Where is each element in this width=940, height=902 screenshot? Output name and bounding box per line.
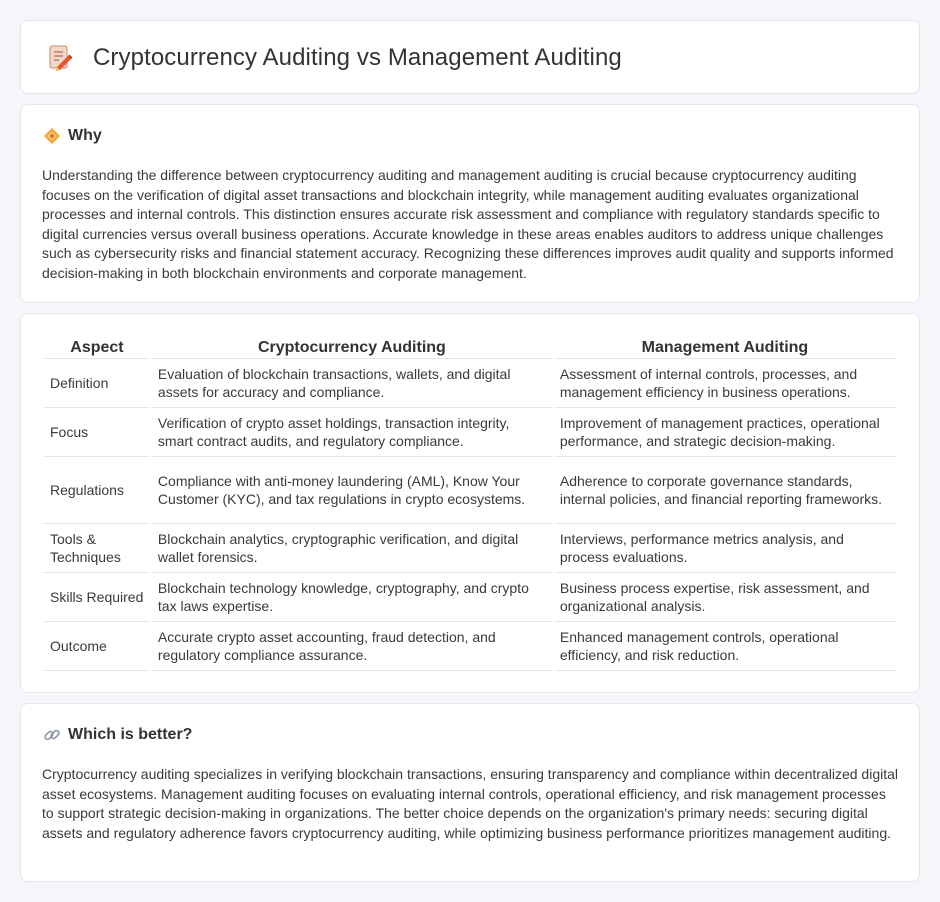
row-management: Improvement of management practices, operational performance, and strategic decision-making. [554,408,896,457]
row-aspect: Skills Required [44,573,150,622]
row-aspect: Regulations [44,457,150,524]
why-text: Understanding the difference between cryptocurrency auditing and management auditing is crucial because cryptocurrency auditing focuses on the verification of digital asset transactions and blockchain integrity, while management auditing evaluates organizational processes and internal controls. This distinction ensures accurate risk assessment and compliance with regulatory standards specific to digital currencies versus overall business operations. Accurate knowledge in these areas enables auditors to address unique challenges such as cybersecurity risks and financial statement accuracy. Recognizing these differences improves audit quality and supports informed decision-making in both blockchain environments and corporate management. [42,167,894,281]
table-row [44,573,896,622]
table-row [44,457,896,524]
row-management: Business process expertise, risk assessment, and organizational analysis. [554,573,896,622]
row-management: Enhanced management controls, operational efficiency, and risk reduction. [554,622,896,671]
title-card [20,20,920,94]
row-management: Adherence to corporate governance standards, internal policies, and financial reporting frameworks. [554,457,896,524]
why-section [20,104,920,303]
document-pen-icon [45,43,75,73]
header-crypto: Cryptocurrency Auditing [152,335,552,359]
table-row [44,408,896,457]
comparison-table-card [20,313,920,693]
page-title: Cryptocurrency Auditing vs Management Auditing [93,44,622,71]
row-aspect: Tools & Techniques [44,524,150,573]
title-row [45,43,622,73]
header-management: Management Auditing [554,335,896,359]
row-aspect: Definition [44,359,150,408]
why-heading [43,127,102,145]
row-aspect: Outcome [44,622,150,671]
header-aspect: Aspect [44,335,150,359]
comparison-table [42,335,898,671]
better-title: Which is better? [68,726,193,743]
better-text: Cryptocurrency auditing specializes in verifying blockchain transactions, ensuring transparency and compliance within decentralized digital asset ecosystems. Management auditing focuses on evaluating internal controls, operational efficiency, and risk management processes to support strategic decision-making in organizations. The better choice depends on the organization's primary needs: securing digital assets and regulatory adherence favors cryptocurrency auditing, while optimizing business performance prioritizes management auditing. [42,766,899,841]
table-row [44,359,896,408]
table-row [44,622,896,671]
row-crypto: Accurate crypto asset accounting, fraud detection, and regulatory compliance assurance. [152,622,552,671]
row-crypto: Compliance with anti-money laundering (AML), Know Your Customer (KYC), and tax regulations in crypto ecosystems. [152,457,552,524]
row-aspect: Focus [44,408,150,457]
row-crypto: Blockchain analytics, cryptographic verification, and digital wallet forensics. [152,524,552,573]
row-crypto: Blockchain technology knowledge, cryptography, and crypto tax laws expertise. [152,573,552,622]
diamond-sparkle-icon [43,127,61,145]
row-crypto: Evaluation of blockchain transactions, wallets, and digital assets for accuracy and compliance. [152,359,552,408]
row-management: Interviews, performance metrics analysis, and process evaluations. [554,524,896,573]
better-heading [43,726,192,744]
table-row [44,524,896,573]
which-is-better-section [20,703,920,882]
row-management: Assessment of internal controls, processes, and management efficiency in business operations. [554,359,896,408]
row-crypto: Verification of crypto asset holdings, transaction integrity, smart contract audits, and regulatory compliance. [152,408,552,457]
why-title: Why [68,127,102,144]
link-icon [43,726,61,744]
table-header-row [44,335,896,359]
